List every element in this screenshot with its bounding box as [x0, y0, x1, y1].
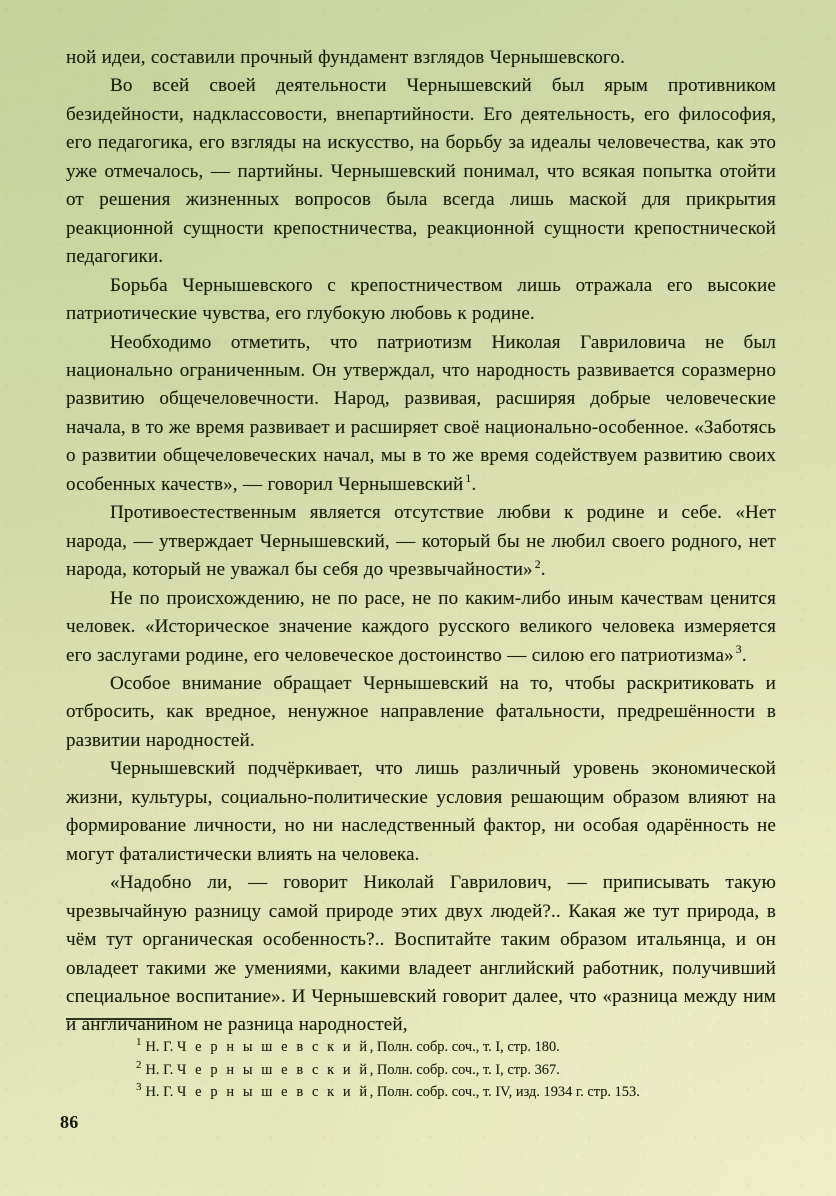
paragraph-text: Во всей своей деятельности Чернышевский был ярым противником безидейности, надклассовости, внепартийности. Его деятельность, его философия, его педагогика, его взгляды на искусство, на борьбу за идеалы человечества, как это уже отмечалось, — партийны. Чернышевский понимал, что всякая попытка отойти от решения жизненных вопросов была всегда лишь маской для прикрытия реакционной сущности крепостничества, реакционной сущности крепостнической педагогики. — [66, 75, 776, 268]
paragraph-text: Не по происхождению, не по расе, не по каким-либо иным качествам ценится человек. «Историческое значение каждого русского великого человека измеряется его заслугами родине, его человеческое достоинство — силою его патриотизма» — [66, 587, 776, 666]
footnote-number: 3 — [136, 1081, 142, 1094]
paragraph-text: Особое внимание обращает Чернышевский на то, чтобы раскритиковать и отбросить, как вредное, ненужное направление фатальности, предрешённости в развитии народностей. — [66, 672, 776, 751]
paragraph-text-tail: . — [540, 559, 546, 581]
paragraph — [66, 72, 776, 271]
paragraph — [66, 670, 776, 755]
paragraph-text: Противоестественным является отсутствие любви к родине и себе. «Нет народа, — утверждает Чернышевский, — который бы не любил своего родного, нет народа, который не уважал бы себя до чрезвычайности» — [66, 502, 776, 581]
paragraph-text: Необходимо отметить, что патриотизм Николая Гавриловича не был национально ограниченным. Он утверждал, что народность развивается соразмерно развитию общечеловечности. Народ, развивая, расширяя добрые человеческие начала, в то же время развивает и расширяет своё национально-особенное. «Заботясь о развитии общечеловеческих начал, мы в то же время содействуем развитию своих особенных качеств», — говорил Чернышевский — [66, 331, 776, 495]
paragraph — [66, 585, 776, 670]
footnote-initials: Н. Г. — [145, 1061, 174, 1078]
footnote-source: , Полн. собр. соч., т. IV, изд. 1934 г. стр. 153. — [369, 1084, 640, 1100]
footnote-list — [136, 1036, 776, 1104]
footnote-item — [136, 1059, 776, 1082]
paragraph — [66, 499, 776, 584]
footnote-initials: Н. Г. — [145, 1039, 174, 1055]
paragraph-text-tail: . — [741, 644, 747, 666]
footnote-author: Ч е р н ы ш е в с к и й — [177, 1039, 370, 1055]
paragraph-text: Чернышевский подчёркивает, что лишь различный уровень экономической жизни, культуры, социально-политические условия решающим образом влияют на формирование личности, но ни наследственный фактор, ни особая одарённость не могут фаталистически влиять на человека. — [66, 758, 776, 865]
footnote-marker-1: 1 — [465, 471, 472, 486]
footnote-separator-rule — [66, 1018, 172, 1020]
paragraph-continued — [66, 44, 776, 72]
footnote-source: , Полн. собр. соч., т. I, стр. 367. — [369, 1061, 560, 1078]
footnote-author: Ч е р н ы ш е в с к и й — [177, 1061, 370, 1078]
footnote-initials: Н. Г. — [145, 1084, 174, 1100]
paragraph-text-tail: . — [471, 473, 477, 495]
paragraph-text: ной идеи, составили прочный фундамент взглядов Чернышевского. — [66, 47, 625, 68]
paragraph-text: «Надобно ли, — говорит Николай Гаврилович, — приписывать такую чрезвычайную разницу самой природе этих двух людей?.. Какая же тут природа, в чём тут органическая особенность?.. Воспитайте таким образом итальянца, и он овладеет такими же умениями, какими владеет английский работник, получивший специальное воспитание». И Чернышевский говорит далее, что «разница между ним и англичанином не разница народностей, — [66, 872, 776, 1036]
paragraph — [66, 272, 776, 329]
paragraph-text: Борьба Чернышевского с крепостничеством лишь отражала его высокие патриотические чувства, его глубокую любовь к родине. — [66, 274, 776, 325]
footnote-number: 2 — [136, 1058, 142, 1071]
paragraph — [66, 329, 776, 500]
page-text-block — [66, 44, 776, 1040]
page-number: 86 — [60, 1112, 79, 1132]
footnote-item — [136, 1081, 776, 1104]
paragraph — [66, 755, 776, 869]
footnote-marker-3: 3 — [735, 642, 742, 657]
footnote-number: 1 — [136, 1036, 142, 1049]
footnote-source: , Полн. собр. соч., т. I, стр. 180. — [369, 1039, 560, 1055]
footnote-item — [136, 1036, 776, 1059]
paragraph — [66, 869, 776, 1040]
footnote-marker-2: 2 — [534, 556, 541, 571]
footnote-author: Ч е р н ы ш е в с к и й — [177, 1084, 370, 1100]
